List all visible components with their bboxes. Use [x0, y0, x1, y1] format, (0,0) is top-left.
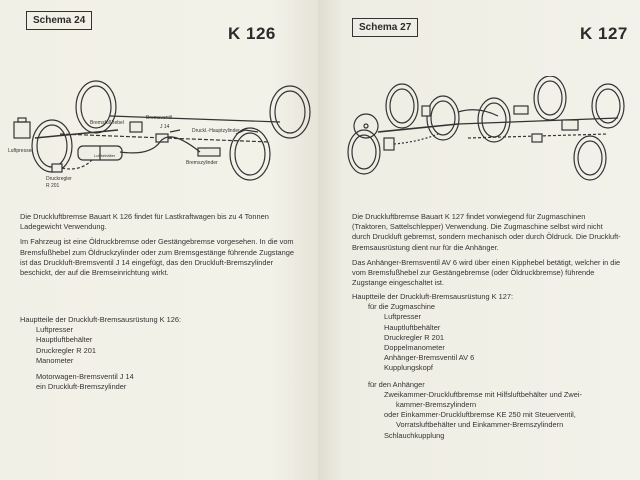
diagram-label-bremsfusshebel: Bremsfußhebel — [90, 120, 124, 126]
list-item: kammer-Bremszylindern — [396, 400, 477, 410]
k127-paragraph-1: Die Druckluftbremse Bauart K 127 findet vorwiegend für Zugmaschinen (Traktoren, Sattelschlepper) Verwendung. Die Zugmaschine selbst wird nicht durch Druckluft gebremst, sondern mechanisch oder durch Öldruck. Die Druckluft-Bremsausrüstung dient nur für die Anhänger. — [352, 212, 621, 252]
list-item: Druckregler R 201 — [384, 332, 444, 342]
list-item: Doppelmanometer — [384, 343, 445, 353]
k127-parts-list — [352, 292, 632, 441]
diagram-label-j14: J 14 — [160, 124, 170, 130]
k126-paragraph-2: Im Fahrzeug ist eine Öldruckbremse oder Gestängebremse vorgesehen. In die vom Bremsfußhebel zum Öldruckzylinder oder zum Bremsgestänge führende Zugstange ist das Druckluft-Bremsventil J 14 eingefügt, das den Druckluft-Bremszylinder beschickt, der auf die Bremseinrichtung wirkt. — [20, 237, 294, 278]
k126-parts-list — [20, 315, 302, 392]
list-item: Luftpresser — [384, 312, 421, 322]
list-item: Druckregler R 201 — [36, 345, 96, 355]
right-page — [318, 0, 640, 480]
list-item: Vorratsluftbehälter und Einkammer-Bremszylindern — [396, 420, 564, 430]
k127-parts-heading: Hauptteile der Druckluft-Bremsausrüstung K 127: — [352, 292, 514, 301]
list-item: Luftpresser — [36, 325, 73, 335]
list-item: ein Druckluft-Bremszylinder — [36, 382, 127, 392]
left-body-text — [20, 212, 302, 283]
trailer-heading: für den Anhänger — [368, 379, 425, 389]
k127-paragraph-2: Das Anhänger-Bremsventil AV 6 wird über einen Kipphebel betätigt, welcher in die vom Bremsfußhebel zur Gestängebremse (oder Öldruckbremse) führende Zugstange eingeschaltet ist. — [352, 257, 621, 288]
list-item: Hauptluftbehälter — [36, 335, 93, 345]
list-item: Manometer — [36, 355, 74, 365]
diagram-label-druckl-hauptzylinder: Druckl.-Hauptzylinder — [192, 128, 240, 134]
model-k126-title: K 126 — [228, 24, 276, 43]
list-item: Zweikammer-Druckluftbremse mit Hilfsluftbehälter und Zwei- — [384, 389, 582, 399]
diagram-label-bremszylinder: Bremszylinder — [186, 160, 218, 166]
diagram-label-luftpresser: Luftpresser — [8, 148, 34, 154]
list-item: oder Einkammer-Druckluftbremse KE 250 mit Steuerventil, — [384, 410, 576, 420]
list-item: Motorwagen-Bremsventil J 14 — [36, 372, 134, 382]
k126-paragraph-1: Die Druckluftbremse Bauart K 126 findet für Lastkraftwagen bis zu 4 Tonnen Ladegewicht Verwendung. — [20, 212, 269, 232]
list-item: Hauptluftbehälter — [384, 322, 441, 332]
schema-27-label: Schema 27 — [352, 18, 418, 37]
list-item: Kupplungskopf — [384, 363, 433, 373]
diagram-label-r201: R 201 — [46, 183, 60, 189]
diagram-label-bremsventil: Bremsventil — [146, 115, 173, 121]
k126-parts-heading: Hauptteile der Druckluft-Bremsausrüstung K 126: — [20, 315, 182, 324]
left-page — [0, 0, 318, 480]
brake-schematic-k126 — [0, 72, 318, 192]
brake-schematic-k127 — [318, 76, 640, 184]
diagram-label-luftbehaelter: Luftbehälter — [94, 153, 116, 158]
model-k127-title: K 127 — [580, 24, 628, 43]
list-item: Anhänger-Bremsventil AV 6 — [384, 353, 475, 363]
schema-24-label: Schema 24 — [26, 11, 92, 30]
right-body-text — [352, 212, 622, 293]
diagram-label-druckregler: Druckregler — [46, 176, 72, 182]
list-item: Schlauchkupplung — [384, 430, 445, 440]
tractor-heading: für die Zugmaschine — [368, 302, 435, 312]
